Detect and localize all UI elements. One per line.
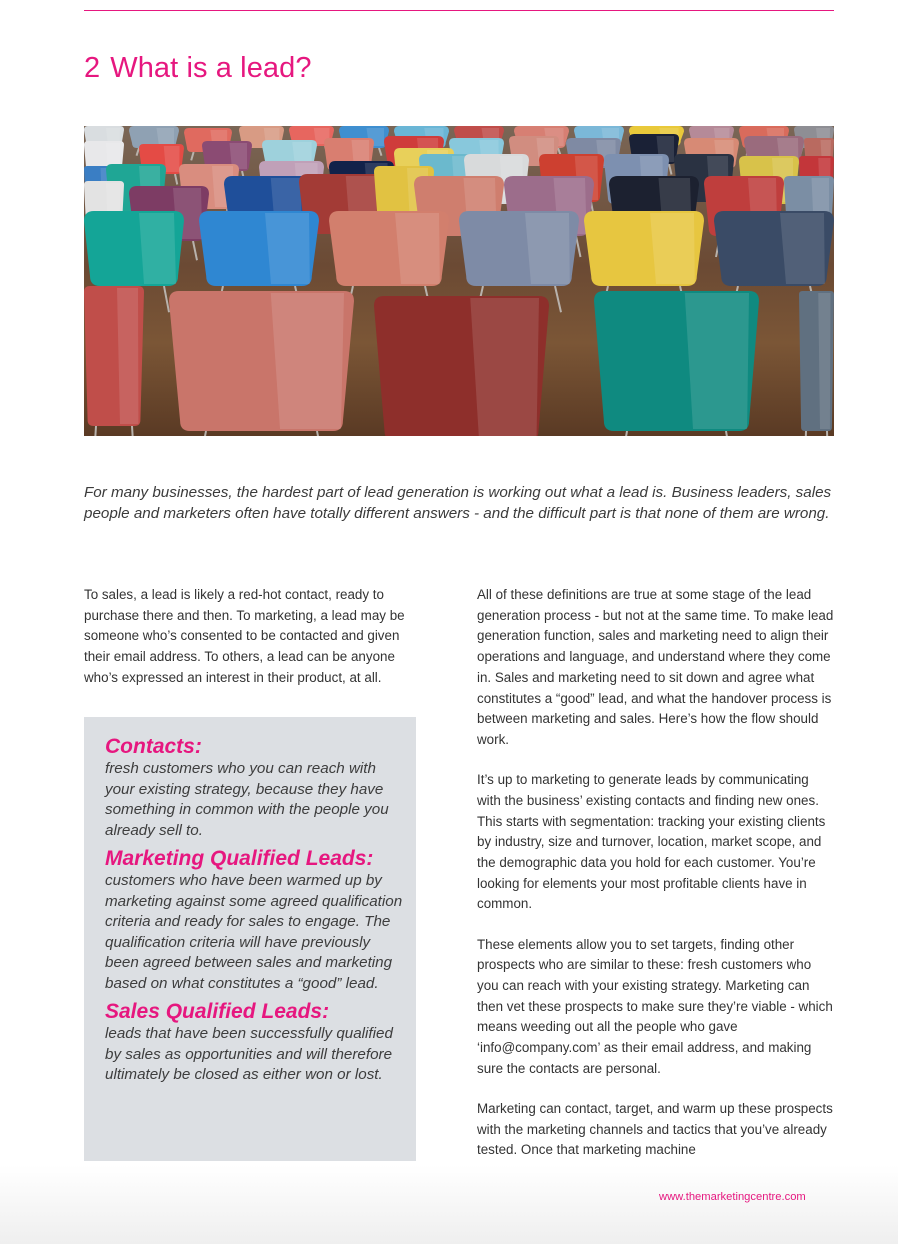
body-paragraph: All of these definitions are true at some stage of the lead generation process - but not at the same time. To make lead generation function, sales and marketing need to align their operations and language, and understand where they come in. Sales and marketing need to sit down and agree what constitutes a “good” lead, and what the handover process is between marketing and sales. Here’s how the flow should work. <box>477 587 834 747</box>
right-column <box>477 585 835 1181</box>
callout-definition-sql: leads that have been successfully qualified by sales as opportunities and will therefore ultimately be closed as either won or lost. <box>105 1025 393 1083</box>
callout-term-contacts: Contacts: <box>105 735 202 758</box>
top-rule-divider <box>84 10 834 11</box>
section-title: What is a lead? <box>110 52 312 84</box>
body-paragraph: It’s up to marketing to generate leads by communicating with the business’ existing contacts and finding new ones. This starts with segmentation: tracking your existing clients by industry, size and turnover, location, market scope, and the demographic data you hold for each customer. You’re looking for elements your most profitable clients have in common. <box>477 772 826 912</box>
body-paragraph: To sales, a lead is likely a red-hot contact, ready to purchase there and then. To marketing, a lead may be someone who’s consented to be contacted and given their email address. To others, a lead can be anyone who’s expressed an interest in their product, at all. <box>84 587 405 685</box>
chair-shape <box>169 291 354 436</box>
page-title <box>84 52 312 85</box>
callout-definition-contacts: fresh customers who you can reach with your existing strategy, because they have something in common with the people you already sell to. <box>105 760 389 839</box>
hero-image-chairs <box>84 126 834 436</box>
lead-definitions-callout <box>84 717 416 1161</box>
section-number: 2 <box>84 52 101 84</box>
body-paragraph: Marketing can contact, target, and warm up these prospects with the marketing channels and tactics that you’ve already tested. Once that marketing machine <box>477 1100 833 1158</box>
left-column <box>84 585 424 708</box>
callout-term-sql: Sales Qualified Leads: <box>105 1000 330 1023</box>
callout-definition-mql: customers who have been warmed up by marketing against some agreed qualification criteria and ready for sales to engage. The qualification criteria will have previously been agreed between sales and marketing based on what constitutes a “good” lead. <box>105 872 403 992</box>
chair-shape <box>374 296 549 436</box>
chair-shape <box>84 286 144 436</box>
chair-shape <box>799 291 834 436</box>
footer-website-link[interactable]: www.themarketingcentre.com <box>659 1191 806 1203</box>
body-paragraph: These elements allow you to set targets, finding other prospects who are similar to these: fresh customers who you can reach with your existing strategy. Marketing can then vet these prospects to make sure they’re viable - which means weeding out all the people who gave ‘info@company.com’ as their email address, and making sure the contacts are personal. <box>477 936 833 1076</box>
chairs-illustration <box>84 126 834 436</box>
callout-term-mql: Marketing Qualified Leads: <box>105 847 374 870</box>
chair-shape <box>594 291 759 436</box>
intro-paragraph: For many businesses, the hardest part of lead generation is working out what a lead is. Business leaders, sales people and marketers often have totally different answers - and the difficult part is that none of them are wrong. <box>84 484 832 522</box>
